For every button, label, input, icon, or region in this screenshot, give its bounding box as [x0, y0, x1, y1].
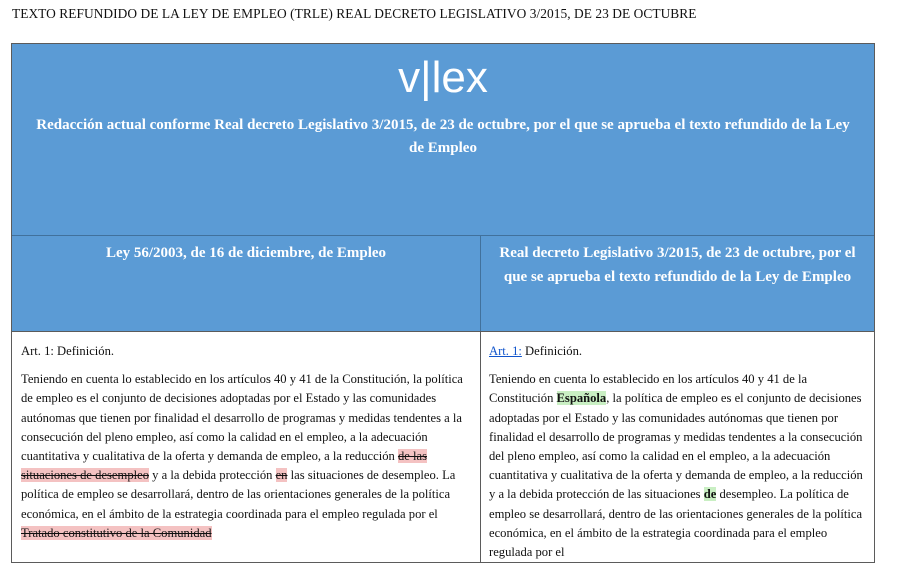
- vlex-banner: [12, 44, 874, 235]
- vlex-logo[interactable]: [12, 52, 874, 104]
- deleted-text: en: [275, 468, 288, 483]
- left-article-label: Art. 1: Definición.: [21, 344, 115, 358]
- right-article-label-rest: Definición.: [521, 344, 583, 358]
- article-text-segment: las situaciones de desempleo. La política de empleo se desarrollará, dentro de las orientaciones generales de la política económica, en el ámbito de la estrategia coordinada para el empleo regulada por el: [21, 468, 456, 521]
- document-title: TEXTO REFUNDIDO DE LA LEY DE EMPLEO (TRLE) REAL DECRETO LEGISLATIVO 3/2015, DE 23 DE OCTUBRE: [12, 6, 697, 21]
- deleted-text: Tratado constitutivo de la Comunidad: [21, 525, 212, 540]
- right-column-body: [481, 331, 874, 562]
- vlex-logo-text: v|lex: [398, 53, 488, 102]
- left-column-header: Ley 56/2003, de 16 de diciembre, de Empleo: [12, 235, 481, 331]
- banner-title: Redacción actual conforme Real decreto Legislativo 3/2015, de 23 de octubre, por el que se aprueba el texto refundido de la Ley de Empleo: [36, 117, 850, 156]
- inserted-text: de: [703, 487, 717, 502]
- article-text-segment: , la política de empleo es el conjunto de decisiones adoptadas por el Estado y las comunidades autónomas que tienen por finalidad el desarrollo de programas y medidas tendentes a la consecución del pleno empleo, así como la calidad en el empleo, a la adecuación cuantitativa y cualitativa de la oferta y demanda de empleo, a la reducción y a la debida protección de las situaciones: [489, 391, 863, 502]
- deleted-text: de las situaciones de desempleo: [21, 449, 427, 483]
- article-text-segment: Teniendo en cuenta lo establecido en los artículos 40 y 41 de la Constitución, la política de empleo es el conjunto de decisiones adoptadas por el Estado y las comunidades autónomas que tienen por finalidad el desarrollo de programas y medidas tendentes a la consecución del pleno empleo, así como la calidad en el empleo, a la adecuación cuantitativa y cualitativa de la oferta y demanda de empleo, a la reducción: [21, 372, 463, 464]
- article-text-segment: y a la debida protección: [149, 468, 276, 483]
- inserted-text: Española: [556, 391, 607, 406]
- left-article-text: [21, 370, 472, 543]
- comparison-table: [11, 43, 875, 563]
- article-text-segment: desempleo. La política de empleo se desarrollará, dentro de las orientaciones generales de la política económica, en el ámbito de la estrategia coordinada para el empleo regulada por el: [489, 487, 863, 560]
- right-article-text: [489, 370, 866, 562]
- vlex-logo-mark: [388, 52, 498, 104]
- left-column-body: [12, 331, 481, 562]
- right-article-label: [489, 342, 866, 361]
- article-1-link[interactable]: Art. 1:: [489, 344, 522, 358]
- right-column-header: Real decreto Legislativo 3/2015, de 23 de octubre, por el que se aprueba el texto refundido de la Ley de Empleo: [481, 235, 874, 331]
- article-text-segment: Teniendo en cuenta lo establecido en los artículos 40 y 41 de la Constitución: [489, 372, 808, 406]
